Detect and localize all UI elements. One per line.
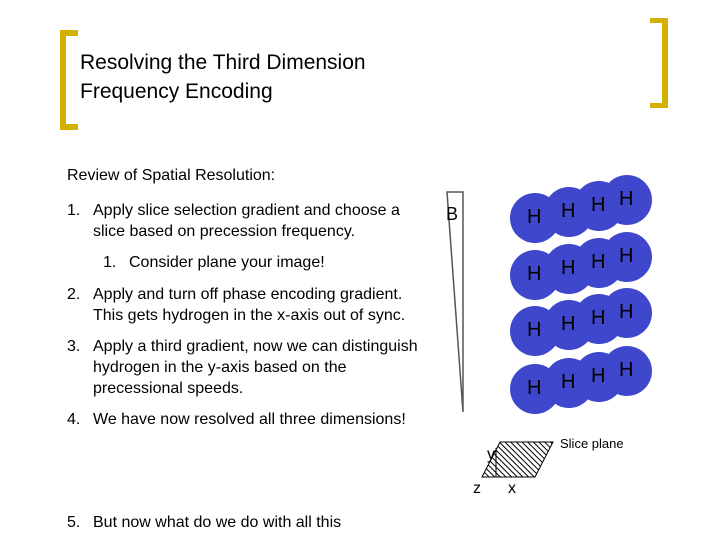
x-axis-label: x: [508, 480, 516, 497]
item-number: 4.: [67, 411, 81, 428]
hydrogen-label: H: [591, 194, 606, 216]
hydrogen-label: H: [527, 263, 542, 285]
item-text: Consider plane your image!: [129, 254, 325, 271]
item-number: 3.: [67, 338, 81, 355]
hydrogen-label: H: [591, 365, 606, 387]
item-text: We have now resolved all three dimensions!: [93, 411, 406, 428]
title-line-2: Frequency Encoding: [80, 80, 273, 103]
item-text: Apply and turn off phase encoding gradient. This gets hydrogen in the x-axis out of sync.: [93, 286, 406, 324]
item-text: Apply slice selection gradient and choose a slice based on precession frequency.: [93, 202, 400, 240]
hydrogen-label: H: [527, 377, 542, 399]
hydrogen-label: H: [561, 371, 576, 393]
z-axis-label: z: [473, 480, 481, 497]
hydrogen-label: H: [527, 206, 542, 228]
slice-plane-label: Slice plane: [560, 436, 624, 451]
item-number: 1.: [103, 254, 117, 271]
hydrogen-label: H: [619, 188, 634, 210]
item-text: Apply a third gradient, now we can distinguish hydrogen in the y-axis based on the precessional speeds.: [93, 338, 418, 397]
hydrogen-label: H: [561, 313, 576, 335]
section-heading: Review of Spatial Resolution:: [67, 167, 276, 184]
hydrogen-label: H: [591, 307, 606, 329]
hydrogen-label: H: [591, 251, 606, 273]
hydrogen-label: H: [527, 319, 542, 341]
y-axis-label: y: [487, 446, 495, 463]
item-text: But now what do we do with all this: [93, 514, 342, 531]
hydrogen-label: H: [561, 200, 576, 222]
b-field-wedge: [447, 192, 463, 412]
title-line-1: Resolving the Third Dimension: [80, 51, 366, 74]
hydrogen-label: H: [619, 245, 634, 267]
hydrogen-label: H: [561, 257, 576, 279]
item-number: 1.: [67, 202, 81, 219]
item-number: 5.: [67, 514, 81, 531]
hydrogen-label: H: [619, 359, 634, 381]
item-number: 2.: [67, 286, 81, 303]
hydrogen-label: H: [619, 301, 634, 323]
b-field-label: B: [446, 204, 459, 224]
